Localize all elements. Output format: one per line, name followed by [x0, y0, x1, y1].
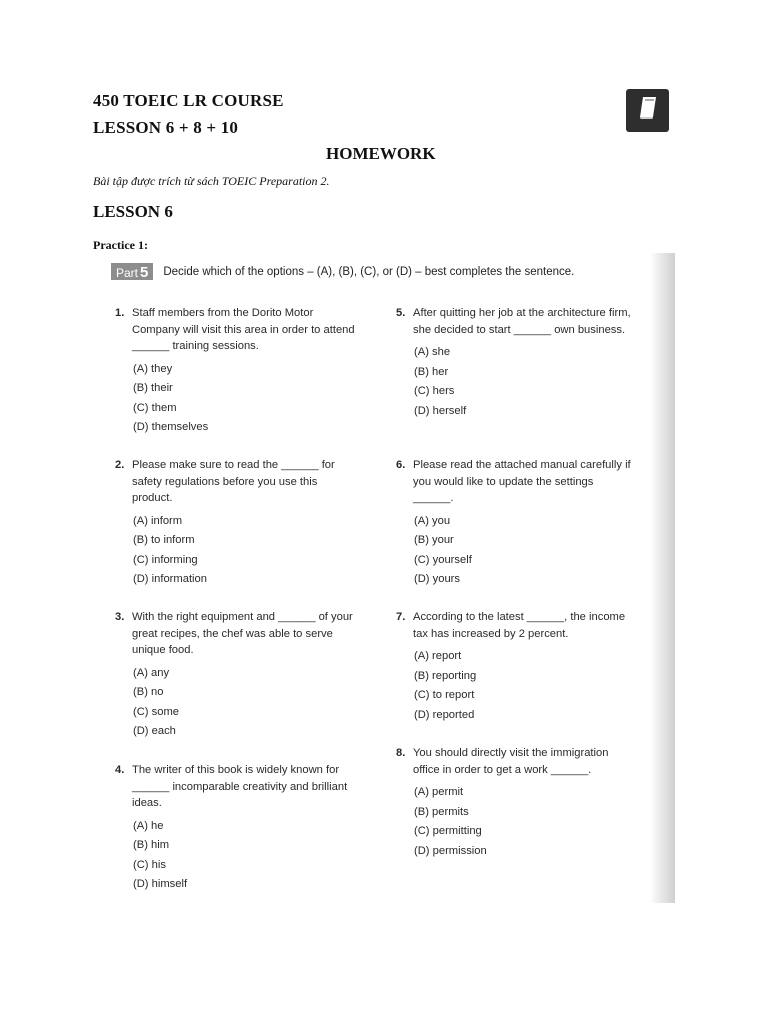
option-b[interactable]: (B) their — [133, 382, 173, 394]
source-note: Bài tập được trích từ sách TOEIC Preparation 2. — [93, 174, 330, 188]
question-stem: The writer of this book is widely known for ______ incomparable creativity and brilliant ideas. — [132, 764, 348, 809]
option-a[interactable]: (A) she — [414, 346, 451, 358]
question-5 — [396, 305, 636, 421]
option-a[interactable]: (A) permit — [414, 786, 464, 798]
part-tag-word: Part — [116, 266, 139, 280]
question-number: 8. — [396, 747, 406, 759]
option-d[interactable]: (D) information — [133, 573, 207, 585]
lesson-line: LESSON 6 + 8 + 10 — [93, 118, 239, 137]
option-d[interactable]: (D) themselves — [133, 421, 209, 433]
homework-heading: HOMEWORK — [326, 144, 436, 163]
option-a[interactable]: (A) you — [414, 514, 451, 527]
option-b[interactable]: (B) permits — [414, 805, 469, 818]
question-number: 4. — [115, 764, 125, 776]
question-number: 5. — [396, 307, 406, 319]
page-edge-shadow — [650, 253, 675, 903]
question-number: 2. — [115, 459, 125, 471]
option-c[interactable]: (C) them — [133, 401, 177, 414]
question-number: 7. — [396, 611, 406, 623]
option-c[interactable]: (C) some — [133, 705, 179, 718]
scanned-worksheet — [93, 253, 675, 903]
option-c[interactable]: (C) informing — [133, 553, 198, 566]
question-stem: According to the latest ______, the income tax has increased by 2 percent. — [413, 611, 626, 640]
option-b[interactable]: (B) reporting — [414, 669, 477, 682]
part-instruction: Decide which of the options – (A), (B), (C), or (D) – best completes the sentence. — [163, 265, 575, 278]
section-title: LESSON 6 — [93, 202, 173, 221]
option-b[interactable]: (B) him — [133, 839, 170, 851]
question-1 — [115, 305, 355, 438]
book-badge[interactable] — [626, 89, 669, 132]
option-a[interactable]: (A) they — [133, 362, 173, 375]
option-b[interactable]: (B) your — [414, 534, 454, 546]
question-number: 6. — [396, 459, 406, 471]
option-c[interactable]: (C) to report — [414, 689, 475, 701]
option-d[interactable]: (D) herself — [414, 404, 467, 417]
option-a[interactable]: (A) any — [133, 666, 170, 679]
option-d[interactable]: (D) permission — [414, 844, 487, 857]
option-b[interactable]: (B) to inform — [133, 534, 195, 546]
question-2 — [115, 457, 355, 590]
question-stem: After quitting her job at the architecture firm, she decided to start ______ own business. — [413, 307, 631, 336]
question-stem: Please make sure to read the ______ for safety regulations before you use this product. — [132, 459, 335, 504]
question-3 — [115, 609, 355, 742]
option-c[interactable]: (C) hers — [414, 385, 455, 397]
option-c[interactable]: (C) yourself — [414, 553, 472, 566]
part-tag — [111, 263, 153, 280]
part-tag-number: 5 — [140, 264, 149, 281]
question-8 — [396, 745, 636, 861]
option-a[interactable]: (A) report — [414, 650, 462, 662]
question-stem: You should directly visit the immigration office in order to get a work ______. — [413, 747, 609, 776]
book-icon — [636, 95, 660, 126]
practice-label: Practice 1: — [93, 238, 148, 252]
option-d[interactable]: (D) reported — [414, 708, 475, 721]
course-title: 450 TOEIC LR COURSE — [93, 91, 284, 110]
question-stem: Please read the attached manual carefully if you would like to update the settings ______. — [413, 459, 631, 504]
question-4 — [115, 762, 355, 895]
option-a[interactable]: (A) he — [133, 819, 164, 832]
option-a[interactable]: (A) inform — [133, 514, 183, 527]
option-c[interactable]: (C) his — [133, 858, 166, 871]
question-6 — [396, 457, 636, 590]
option-b[interactable]: (B) her — [414, 365, 449, 378]
question-7 — [396, 609, 636, 725]
option-d[interactable]: (D) yours — [414, 573, 460, 585]
option-b[interactable]: (B) no — [133, 686, 164, 698]
question-stem: Staff members from the Dorito Motor Company will visit this area in order to attend ______ training sessions. — [132, 307, 355, 352]
question-number: 1. — [115, 307, 125, 319]
question-stem: With the right equipment and ______ of your great recipes, the chef was able to serve unique food. — [132, 611, 353, 656]
option-d[interactable]: (D) himself — [133, 878, 188, 890]
option-d[interactable]: (D) each — [133, 725, 176, 737]
option-c[interactable]: (C) permitting — [414, 825, 482, 837]
question-number: 3. — [115, 611, 125, 623]
part-header — [111, 263, 574, 280]
